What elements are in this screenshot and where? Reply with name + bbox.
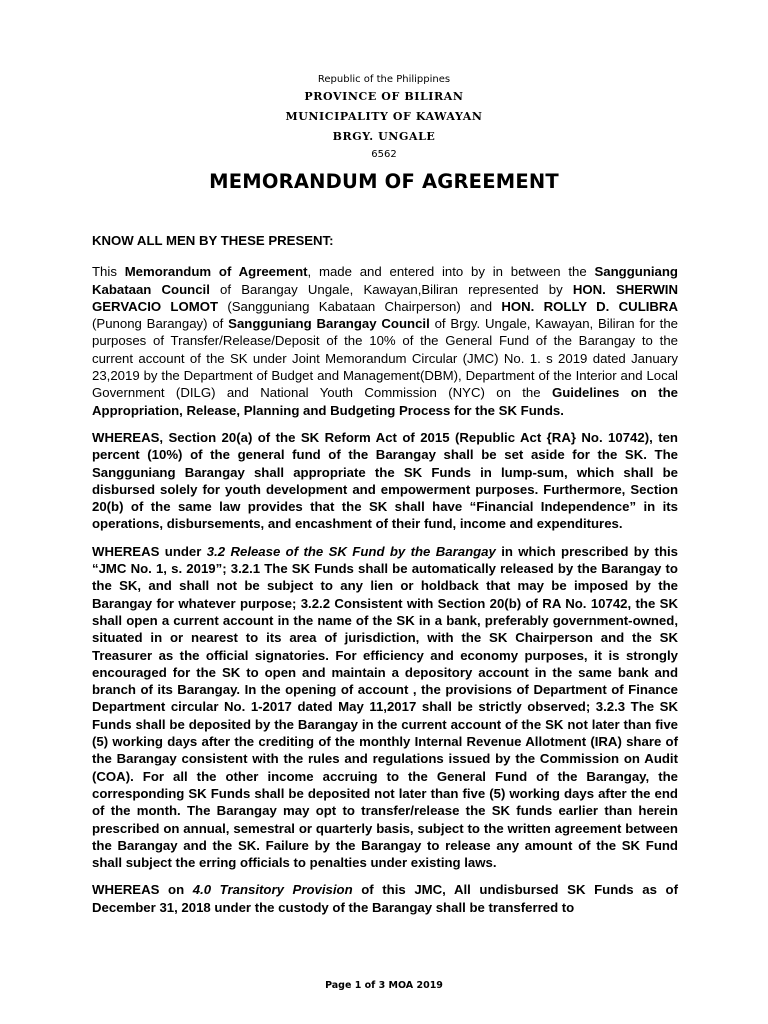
- text-run: This: [92, 264, 125, 280]
- paragraph-whereas-1: WHEREAS, Section 20(a) of the SK Reform Act of 2015 (Republic Act {RA} No. 10742), ten percent (10%) of the general fund of the Barangay shall be set aside for the SK. The Sangguniang Barangay shall appropriate the SK Funds in lump-sum, which shall be disbursed solely for youth development and empowerment purposes. Furthermore, Section 20(b) of the same law provides that the SK shall have “Financial Independence” in its operations, disbursements, and encashment of their fund, income and expenditures.: [92, 429, 678, 532]
- document-title: MEMORANDUM OF AGREEMENT: [209, 170, 559, 193]
- document-body: [92, 232, 678, 916]
- text-run: of Brgy. Ungale, Kawayan, Biliran for the purposes of Transfer/Release/Deposit of the 10% of the General Fund of the Barangay to the current account of the SK under Joint Memorandum Circular (JMC) No. 1. s 2019 dated January 23,2019 by the Department of Budget and Management(DBM), Department of the Interior and Local Government (DILG) and National Youth Commission (NYC) on the: [92, 316, 678, 401]
- bold-run: Guidelines on the Appropriation, Release, Planning and Budgeting Process for the SK Funds.: [92, 385, 679, 418]
- text-run: (Sangguniang Kabataan Chairperson) and: [218, 298, 502, 314]
- text-run: of this JMC, All undisbursed SK Funds as of December 31, 2018 under the custody of the Barangay shall be transferred to: [92, 882, 678, 915]
- bold-run: HON. SHERWIN GERVACIO LOMOT: [92, 281, 678, 314]
- zip-code: 6562: [371, 149, 397, 160]
- bold-run: Sangguniang Barangay Council: [228, 316, 430, 332]
- text-run: in which prescribed by this “JMC No. 1, s. 2019”; 3.2.1 The SK Funds shall be automatically released by the Barangay to the SK, and shall not be subject to any lien or holdback that may be imposed by the Barangay for whatever purpose; 3.2.2 Consistent with Section 20(b) of RA No. 10742, the SK shall open a current account in the name of the SK in a bank, preferably government-owned, situated in or nearest to its area of jurisdiction, with the SK Chairperson and the SK Treasurer as the official signatories. For efficiency and economy purposes, it is strongly encouraged for the SK to open and maintain a depository account in the same bank and branch of its Barangay. In the opening of account , the provisions of Department of Finance Department circular No. 1-2017 dated May 11,2017 shall be strictly observed; 3.2.3 The SK Funds shall be deposited by the Barangay in the current account of the SK not later than five (5) working days after the crediting of the monthly Internal Revenue Allotment (IRA) share of the Barangay consistent with the rules and regulations issued by the Commission on Audit (COA). For all the other income accruing to the General Fund of the Barangay, the corresponding SK Funds shall be deposited not later than five (5) working days after the end of the month. The Barangay may opt to transfer/release the SK funds earlier than herein prescribed on annual, semestral or quarterly basis, subject to the written agreement between the Barangay and the SK. Failure by the Barangay to release any amount of the SK Fund shall subject the erring officials to penalties under existing laws.: [92, 543, 678, 871]
- paragraph-whereas-2: [92, 543, 678, 872]
- paragraph-whereas-3: [92, 881, 678, 916]
- republic-line: Republic of the Philippines: [317, 74, 451, 85]
- text-run: WHEREAS under: [92, 543, 207, 559]
- bold-run: HON. ROLLY D. CULIBRA: [501, 298, 678, 314]
- bold-run: Sangguniang Kabataan Council: [92, 264, 678, 297]
- opening-line: KNOW ALL MEN BY THESE PRESENT:: [92, 233, 334, 248]
- page-footer: Page 1 of 3 MOA 2019: [325, 980, 443, 991]
- bold-run: Memorandum of Agreement: [124, 264, 308, 280]
- italic-run: 3.2 Release of the SK Fund by the Barangay: [206, 543, 496, 559]
- province-line: PROVINCE OF BILIRAN: [304, 90, 464, 103]
- italic-run: 4.0 Transitory Provision: [192, 882, 353, 898]
- letterhead: [0, 72, 768, 163]
- text-run: of Barangay Ungale, Kawayan,Biliran represented by: [209, 281, 573, 297]
- barangay-line: BRGY. UNGALE: [332, 130, 436, 143]
- text-run: (Punong Barangay) of: [92, 316, 229, 332]
- municipality-line: MUNICIPALITY OF KAWAYAN: [285, 110, 483, 123]
- text-run: , made and entered into by in between the: [307, 264, 595, 280]
- text-run: WHEREAS on: [92, 882, 193, 898]
- paragraph-parties: [92, 263, 678, 419]
